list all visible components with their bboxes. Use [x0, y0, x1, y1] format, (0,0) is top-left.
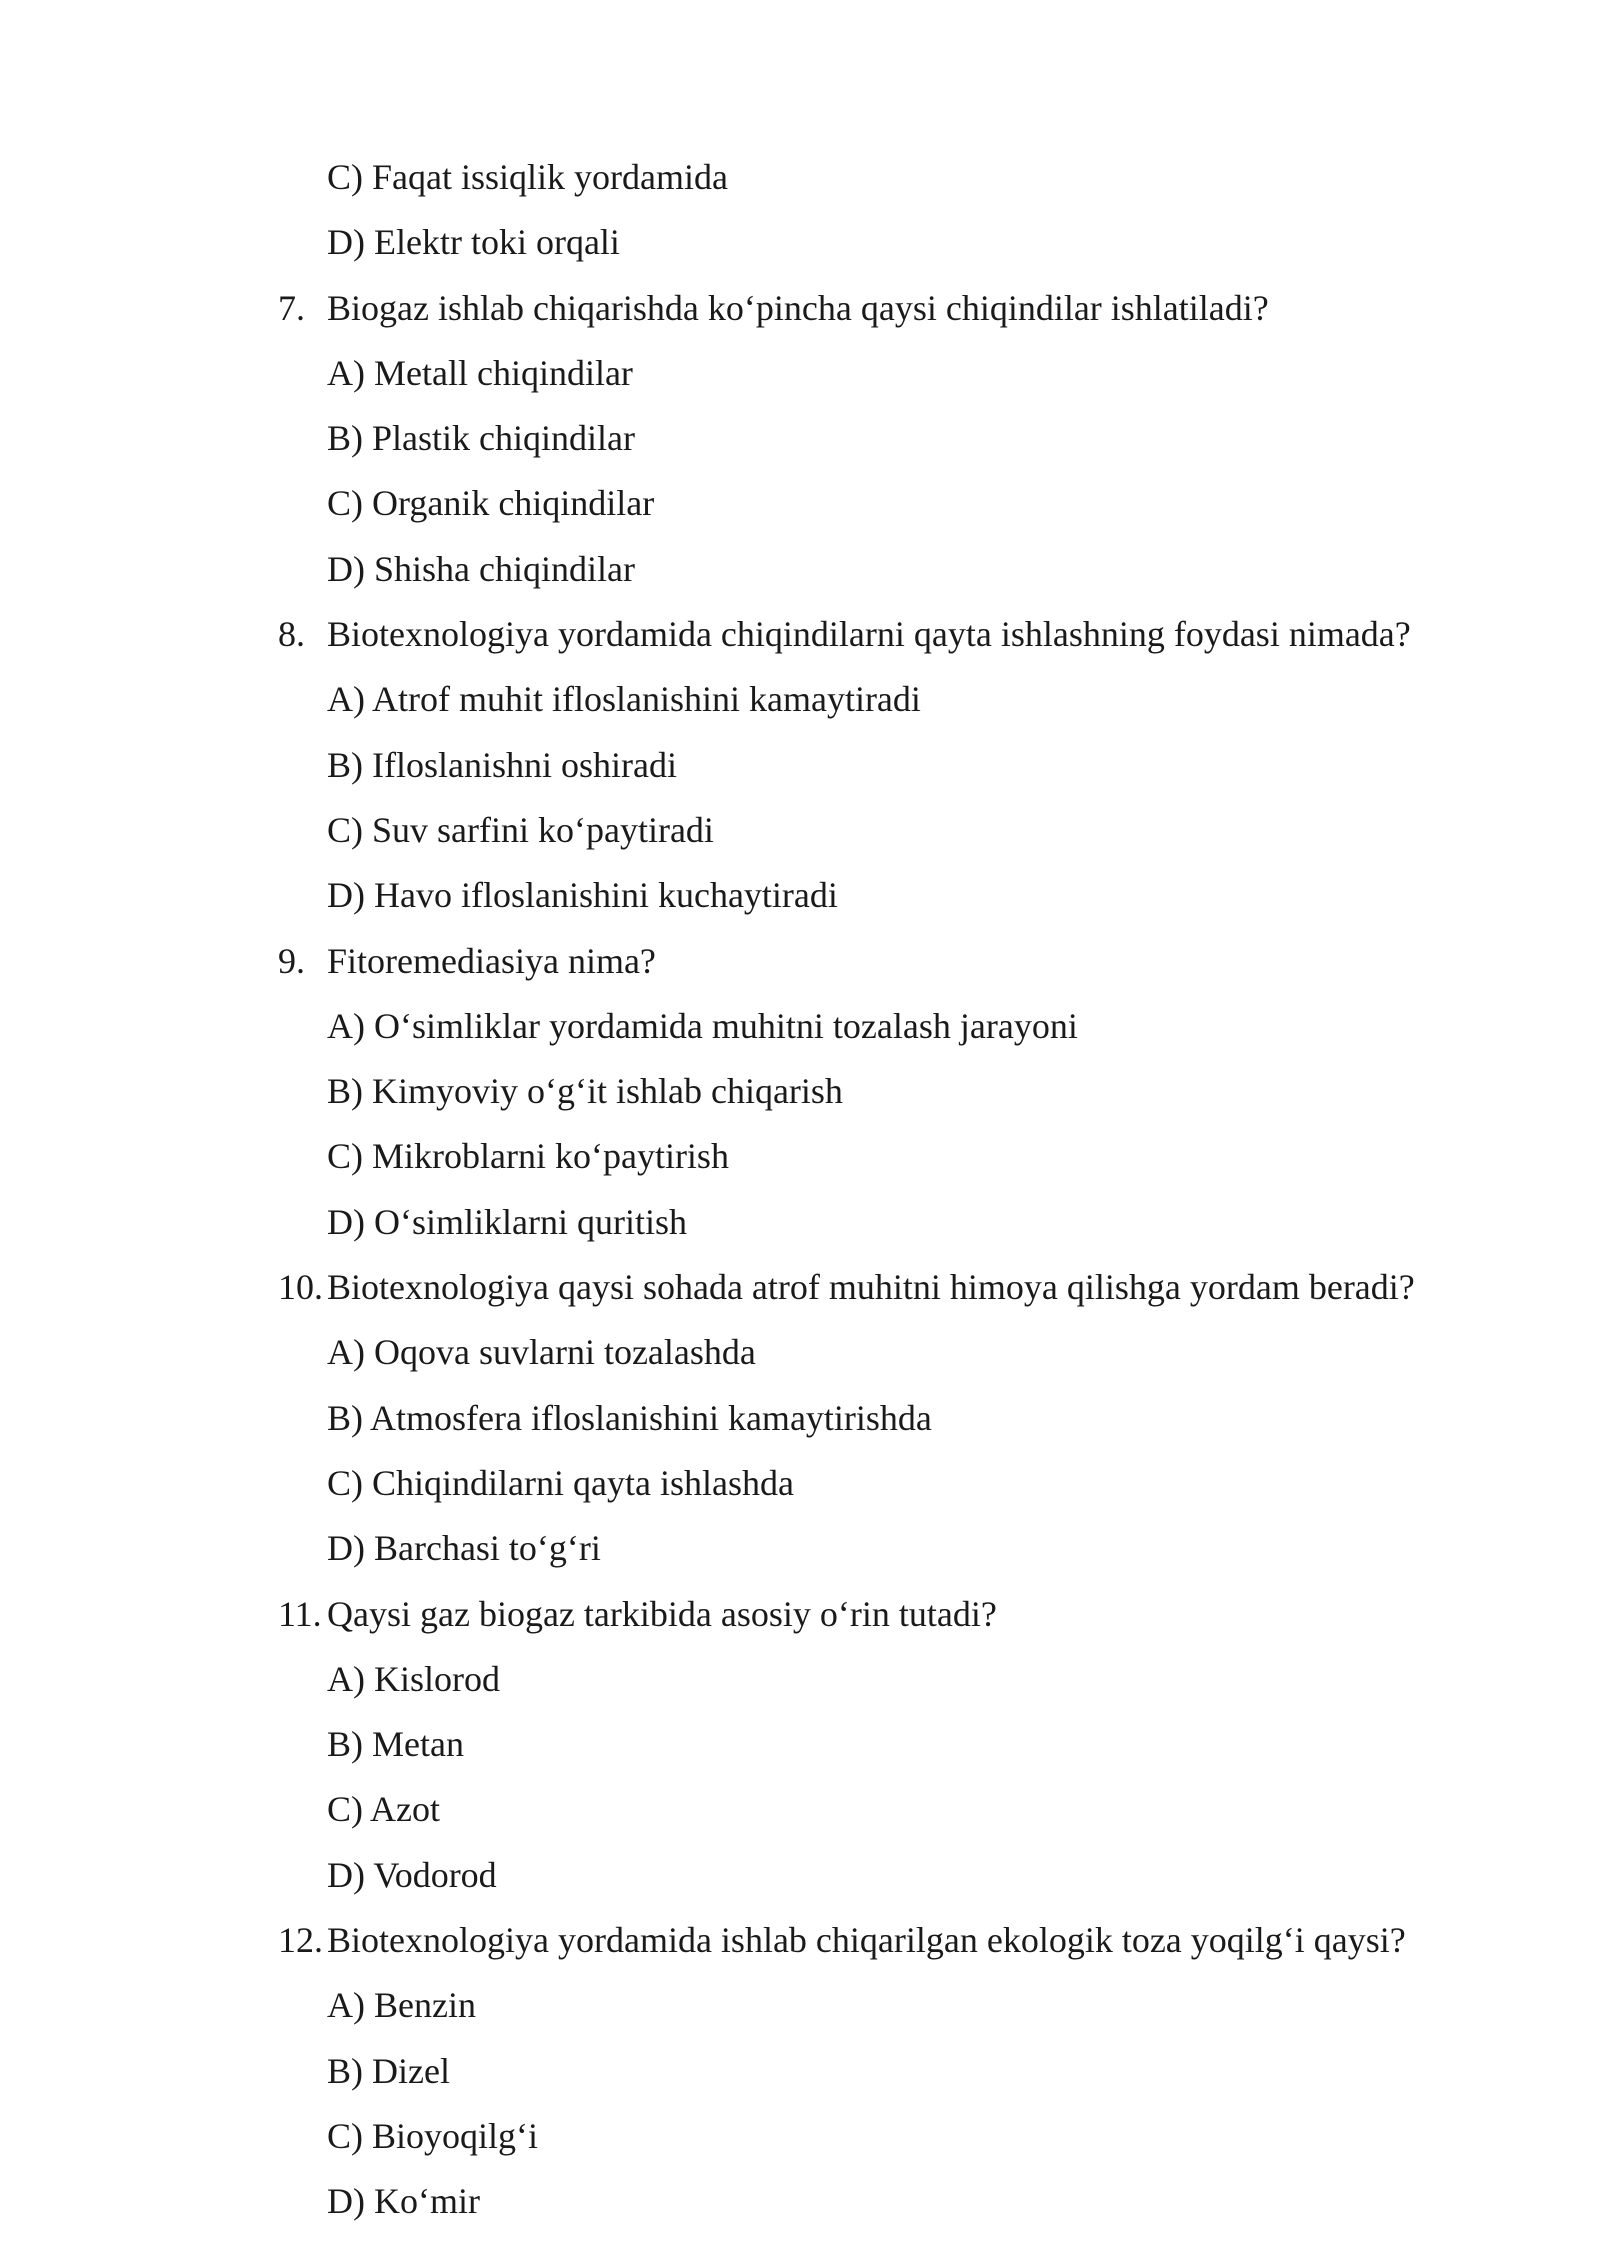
answer-option: C) Mikroblarni ko‘paytirish [327, 1136, 729, 1177]
answer-option: A) O‘simliklar yordamida muhitni tozalash jarayoni [327, 1005, 1078, 1046]
question-12 [0, 1911, 1600, 1976]
question-text: Biotexnologiya qaysi sohada atrof muhitni himoya qilishga yordam beradi? [327, 1267, 1415, 1308]
answer-option: C) Azot [327, 1789, 440, 1830]
question-number: 11. [278, 1593, 322, 1634]
answer-option: B) Metan [327, 1724, 464, 1765]
answer-option: D) Shisha chiqindilar [327, 548, 635, 589]
question-11 [0, 1585, 1600, 1650]
answer-option: A) Atrof muhit ifloslanishini kamaytiradi [327, 679, 921, 720]
answer-option: C) Bioyoqilg‘i [327, 2115, 539, 2156]
question-text: Qaysi gaz biogaz tarkibida asosiy o‘rin tutadi? [327, 1593, 997, 1634]
question-text: Biotexnologiya yordamida chiqindilarni qayta ishlashning foydasi nimada? [327, 614, 1411, 655]
question-number: 10. [278, 1267, 323, 1308]
question-number: 8. [278, 614, 305, 655]
question-number: 9. [278, 940, 305, 981]
answer-option: B) Ifloslanishni oshiradi [327, 744, 677, 785]
question-text: Biotexnologiya yordamida ishlab chiqarilgan ekologik toza yoqilg‘i qaysi? [327, 1920, 1406, 1961]
question-number: 12. [278, 1920, 323, 1961]
answer-option: C) Faqat issiqlik yordamida [327, 157, 728, 197]
answer-option: A) Metall chiqindilar [327, 352, 633, 393]
question-8 [0, 605, 1600, 670]
answer-option: C) Chiqindilarni qayta ishlashda [327, 1462, 794, 1503]
answer-option: D) Vodorod [327, 1854, 497, 1895]
question-text: Biogaz ishlab chiqarishda ko‘pincha qaysi chiqindilar ishlatiladi? [327, 287, 1269, 328]
answer-option: C) Organik chiqindilar [327, 483, 655, 524]
answer-option: A) Oqova suvlarni tozalashda [327, 1332, 756, 1373]
answer-option: B) Dizel [327, 2050, 450, 2091]
answer-option: D) Havo ifloslanishini kuchaytiradi [327, 875, 838, 916]
answer-option: A) Kislorod [327, 1658, 500, 1699]
answer-option: D) Elektr toki orqali [327, 222, 620, 263]
answer-option: D) O‘simliklarni quritish [327, 1201, 687, 1242]
answer-option: A) Benzin [327, 1985, 476, 2026]
question-7 [0, 279, 1600, 344]
answer-option: B) Kimyoviy o‘g‘it ishlab chiqarish [327, 1071, 843, 1112]
answer-option: D) Barchasi to‘g‘ri [327, 1528, 601, 1569]
question-text: Fitoremediasiya nima? [327, 940, 656, 981]
answer-option: D) Ko‘mir [327, 2181, 480, 2222]
question-9 [0, 932, 1600, 997]
quiz-list [0, 148, 1600, 2238]
question-10 [0, 1258, 1600, 1323]
answer-option: B) Atmosfera ifloslanishini kamaytirishda [327, 1397, 932, 1438]
answer-option: B) Plastik chiqindilar [327, 418, 635, 459]
question-number: 7. [278, 287, 305, 328]
answer-option: C) Suv sarfini ko‘paytiradi [327, 809, 714, 850]
